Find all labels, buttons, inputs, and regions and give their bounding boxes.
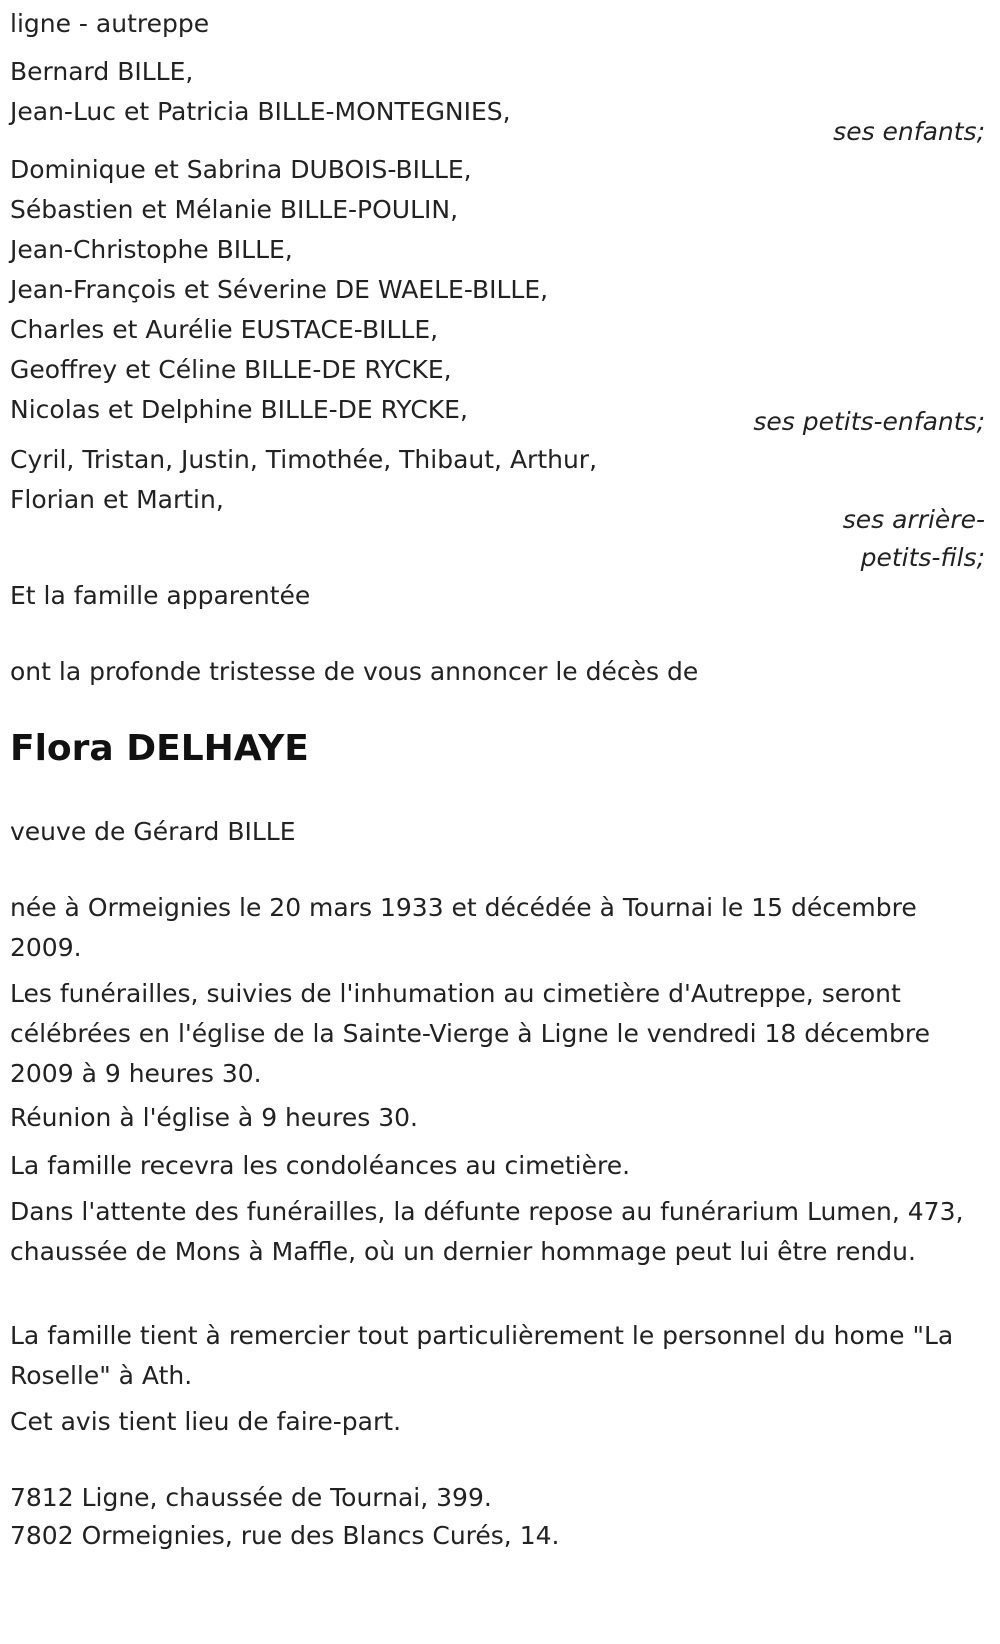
grandchildren-line-4: Jean-François et Séverine DE WAELE-BILLE, <box>10 275 549 304</box>
address-line-2: 7802 Ormeignies, rue des Blancs Curés, 14. <box>10 1521 560 1550</box>
grandchildren-block <box>10 150 548 430</box>
children-line-2: Jean-Luc et Patricia BILLE-MONTEGNIES, <box>10 97 511 126</box>
funeral-paragraph: Les funérailles, suivies de l'inhumation au cimetière d'Autreppe, seront célébrées en l'église de la Sainte-Vierge à Ligne le vendredi 18 décembre 2009 à 9 heures 30. <box>10 979 930 1088</box>
widow-of-line: veuve de Gérard BILLE <box>10 817 296 846</box>
thanks-paragraph: La famille tient à remercier tout particulièrement le personnel du home "La Roselle" à Ath. <box>10 1321 954 1390</box>
children-role: ses enfants; <box>833 117 985 146</box>
announcement-line: ont la profonde tristesse de vous annoncer le décès de <box>10 657 699 686</box>
notice-paragraph: Cet avis tient lieu de faire-part. <box>10 1407 402 1436</box>
birth-death-paragraph: née à Ormeignies le 20 mars 1933 et décédée à Tournai le 15 décembre 2009. <box>10 893 917 962</box>
deceased-name: Flora DELHAYE <box>10 728 309 769</box>
address-line-1: 7812 Ligne, chaussée de Tournai, 399. <box>10 1483 492 1512</box>
grandchildren-line-6: Geoffrey et Céline BILLE-DE RYCKE, <box>10 355 452 384</box>
great-grandchildren-role-2: petits-fils; <box>860 543 985 572</box>
grandchildren-line-3: Jean-Christophe BILLE, <box>10 235 293 264</box>
grandchildren-line-1: Dominique et Sabrina DUBOIS-BILLE, <box>10 155 472 184</box>
grandchildren-line-5: Charles et Aurélie EUSTACE-BILLE, <box>10 315 439 344</box>
grandchildren-role: ses petits-enfants; <box>753 407 985 436</box>
grandchildren-line-2: Sébastien et Mélanie BILLE-POULIN, <box>10 195 459 224</box>
grandchildren-line-7: Nicolas et Delphine BILLE-DE RYCKE, <box>10 395 468 424</box>
children-line-1: Bernard BILLE, <box>10 57 194 86</box>
great-grandchildren-line-1: Cyril, Tristan, Justin, Timothée, Thibaut, Arthur, <box>10 445 598 474</box>
condolences-paragraph: La famille recevra les condoléances au cimetière. <box>10 1151 631 1180</box>
meeting-paragraph: Réunion à l'église à 9 heures 30. <box>10 1103 418 1132</box>
funerarium-paragraph: Dans l'attente des funérailles, la défunte repose au funérarium Lumen, 473, chaussée de Mons à Maffle, où un dernier hommage peut lui être rendu. <box>10 1197 964 1266</box>
great-grandchildren-role-1: ses arrière- <box>842 505 985 534</box>
great-grandchildren-line-2: Florian et Martin, <box>10 485 224 514</box>
header-location: ligne - autreppe <box>10 9 210 38</box>
family-line: Et la famille apparentée <box>10 581 311 610</box>
